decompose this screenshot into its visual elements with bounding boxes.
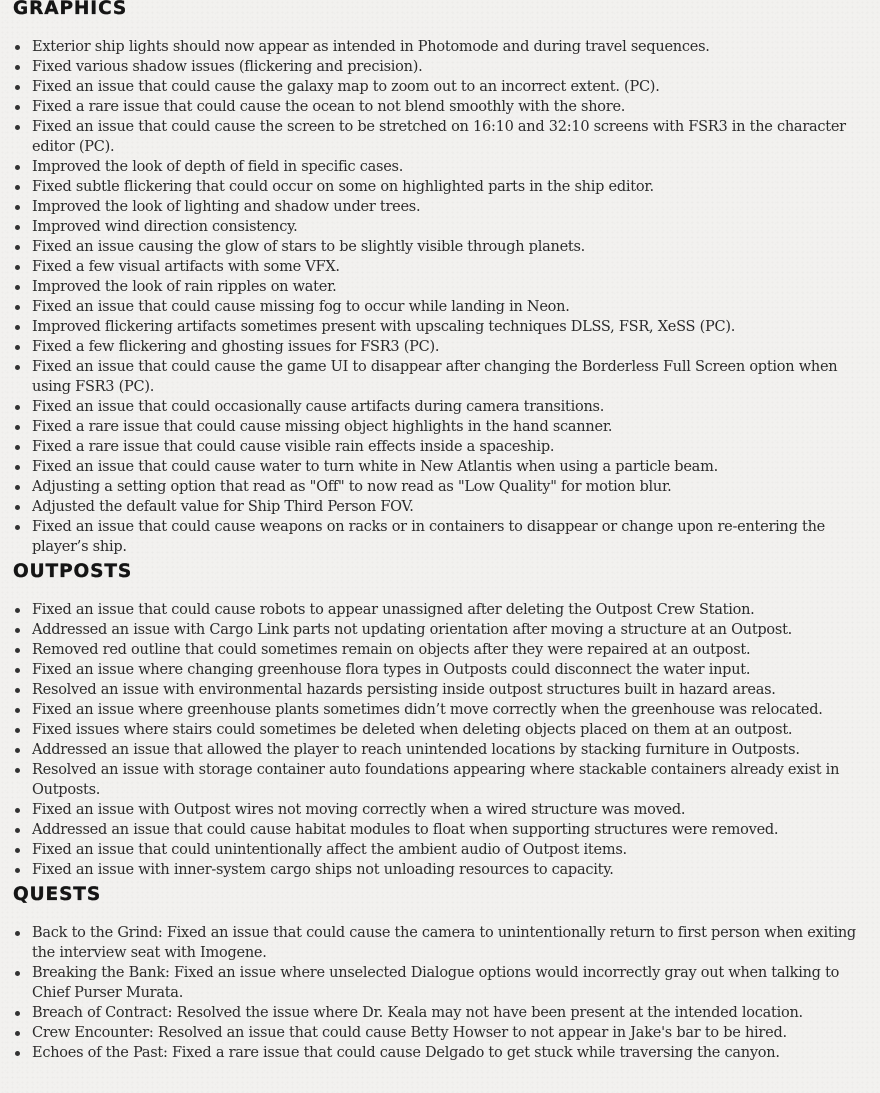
list-item: Addressed an issue that allowed the player to reach unintended locations by stacking furniture in Outposts.: [13, 740, 877, 760]
list-item: Fixed an issue that could cause the game UI to disappear after changing the Borderless Full Screen option when using FSR3 (PC).: [13, 357, 877, 397]
list-item: Fixed an issue that could occasionally cause artifacts during camera transitions.: [13, 397, 877, 417]
list-item: Adjusted the default value for Ship Third Person FOV.: [13, 497, 877, 517]
outposts-list: [13, 600, 877, 880]
list-item: Addressed an issue with Cargo Link parts not updating orientation after moving a structure at an Outpost.: [13, 620, 877, 640]
quests-list: [13, 923, 877, 1063]
list-item: Fixed an issue that could unintentionally affect the ambient audio of Outpost items.: [13, 840, 877, 860]
list-item: Fixed various shadow issues (flickering and precision).: [13, 57, 877, 77]
list-item: Breaking the Bank: Fixed an issue where unselected Dialogue options would incorrectly gray out when talking to Chief Purser Murata.: [13, 963, 877, 1003]
list-item: Improved flickering artifacts sometimes present with upscaling techniques DLSS, FSR, XeSS (PC).: [13, 317, 877, 337]
list-item: Fixed a few visual artifacts with some VFX.: [13, 257, 877, 277]
graphics-section: [13, 0, 877, 557]
list-item: Fixed subtle flickering that could occur on some on highlighted parts in the ship editor.: [13, 177, 877, 197]
list-item: Fixed a rare issue that could cause missing object highlights in the hand scanner.: [13, 417, 877, 437]
list-item: Fixed an issue that could cause water to turn white in New Atlantis when using a particle beam.: [13, 457, 877, 477]
list-item: Resolved an issue with storage container auto foundations appearing where stackable containers already exist in Outposts.: [13, 760, 877, 800]
list-item: Fixed issues where stairs could sometimes be deleted when deleting objects placed on them at an outpost.: [13, 720, 877, 740]
list-item: Breach of Contract: Resolved the issue where Dr. Keala may not have been present at the intended location.: [13, 1003, 877, 1023]
list-item: Fixed an issue with Outpost wires not moving correctly when a wired structure was moved.: [13, 800, 877, 820]
list-item: Exterior ship lights should now appear as intended in Photomode and during travel sequences.: [13, 37, 877, 57]
list-item: Fixed an issue causing the glow of stars to be slightly visible through planets.: [13, 237, 877, 257]
list-item: Back to the Grind: Fixed an issue that could cause the camera to unintentionally return to first person when exiting the interview seat with Imogene.: [13, 923, 877, 963]
list-item: Fixed a rare issue that could cause the ocean to not blend smoothly with the shore.: [13, 97, 877, 117]
list-item: Improved the look of lighting and shadow under trees.: [13, 197, 877, 217]
graphics-heading: GRAPHICS: [13, 0, 128, 19]
list-item: Resolved an issue with environmental hazards persisting inside outpost structures built in hazard areas.: [13, 680, 877, 700]
list-item: Addressed an issue that could cause habitat modules to float when supporting structures were removed.: [13, 820, 877, 840]
list-item: Improved the look of depth of field in specific cases.: [13, 157, 877, 177]
list-item: Echoes of the Past: Fixed a rare issue that could cause Delgado to get stuck while traversing the canyon.: [13, 1043, 877, 1063]
list-item: Fixed an issue where greenhouse plants sometimes didn’t move correctly when the greenhouse was relocated.: [13, 700, 877, 720]
list-item: Improved wind direction consistency.: [13, 217, 877, 237]
list-item: Fixed an issue that could cause the screen to be stretched on 16:10 and 32:10 screens with FSR3 in the character editor (PC).: [13, 117, 877, 157]
list-item: Fixed an issue that could cause robots to appear unassigned after deleting the Outpost Crew Station.: [13, 600, 877, 620]
list-item: Crew Encounter: Resolved an issue that could cause Betty Howser to not appear in Jake's bar to be hired.: [13, 1023, 877, 1043]
list-item: Fixed an issue with inner-system cargo ships not unloading resources to capacity.: [13, 860, 877, 880]
list-item: Fixed an issue that could cause the galaxy map to zoom out to an incorrect extent. (PC).: [13, 77, 877, 97]
outposts-heading: OUTPOSTS: [13, 561, 133, 582]
list-item: Adjusting a setting option that read as "Off" to now read as "Low Quality" for motion blur.: [13, 477, 877, 497]
list-item: Fixed an issue that could cause weapons on racks or in containers to disappear or change upon re-entering the player’s ship.: [13, 517, 877, 557]
list-item: Removed red outline that could sometimes remain on objects after they were repaired at an outpost.: [13, 640, 877, 660]
quests-section: [13, 880, 877, 1063]
list-item: Fixed a few flickering and ghosting issues for FSR3 (PC).: [13, 337, 877, 357]
outposts-section: [13, 557, 877, 880]
list-item: Improved the look of rain ripples on water.: [13, 277, 877, 297]
list-item: Fixed an issue that could cause missing fog to occur while landing in Neon.: [13, 297, 877, 317]
graphics-list: [13, 37, 877, 557]
patch-notes-page: [13, 0, 877, 1063]
list-item: Fixed a rare issue that could cause visible rain effects inside a spaceship.: [13, 437, 877, 457]
quests-heading: QUESTS: [13, 884, 102, 905]
list-item: Fixed an issue where changing greenhouse flora types in Outposts could disconnect the water input.: [13, 660, 877, 680]
